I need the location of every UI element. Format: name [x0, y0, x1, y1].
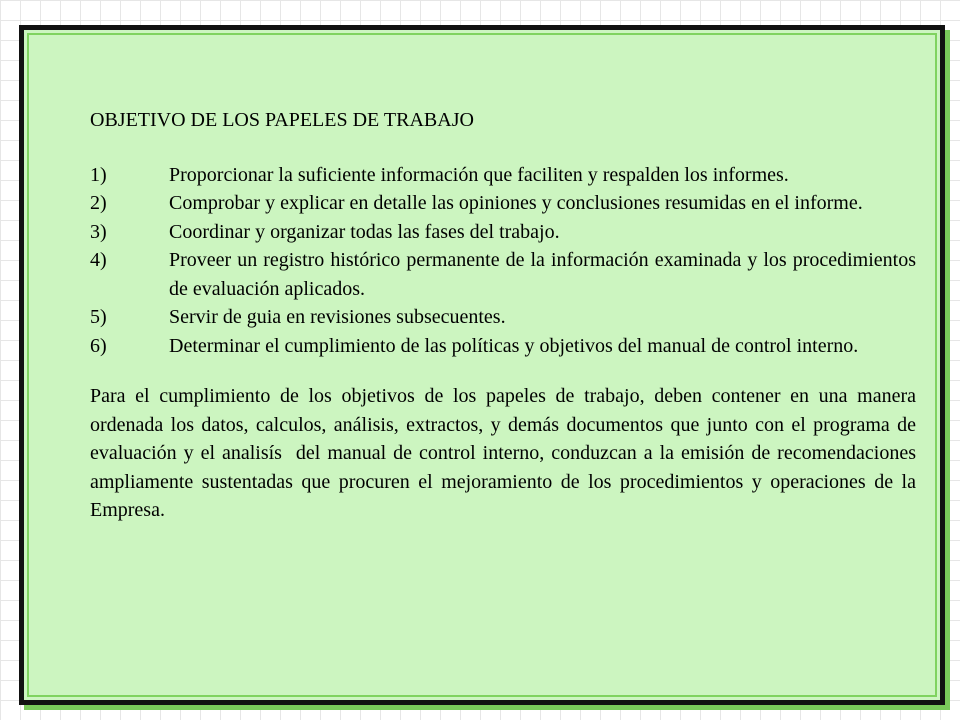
objective-number: 1) — [90, 163, 107, 186]
objective-item — [90, 332, 916, 361]
slide-title: OBJETIVO DE LOS PAPELES DE TRABAJO — [90, 109, 474, 131]
objective-number: 5) — [90, 306, 107, 328]
objective-item — [90, 218, 916, 247]
objective-text: Servir de guia en revisiones subsecuentes. — [169, 306, 506, 328]
slide-content — [90, 106, 921, 525]
objective-item — [90, 161, 916, 190]
objective-item — [90, 246, 916, 303]
objective-number: 2) — [90, 192, 107, 214]
objective-number: 3) — [90, 220, 107, 243]
objective-number: 6) — [90, 334, 107, 357]
objective-number: 4) — [90, 249, 107, 271]
objective-text: Coordinar y organizar todas las fases del trabajo. — [169, 220, 560, 243]
objective-text: Comprobar y explicar en detalle las opiniones y conclusiones resumidas en el informe. — [169, 192, 863, 214]
objective-item — [90, 189, 916, 218]
objective-text: Proveer un registro histórico permanente de la información examinada y los procedimientos de evaluación aplicados. — [169, 249, 916, 300]
objective-text: Determinar el cumplimiento de las políticas y objetivos del manual de control interno. — [169, 334, 859, 357]
objective-item — [90, 303, 916, 332]
objectives-list — [90, 161, 916, 361]
slide-frame — [19, 25, 945, 705]
body-paragraph: Para el cumplimiento de los objetivos de los papeles de trabajo, deben contener en una manera ordenada los datos, calculos, análisis, extractos, y demás documentos que junto con el programa de evaluación y el analisís del manual de control interno, conduzcan a la emisión de recomendaciones ampliamente sustentadas que procuren el mejoramiento de los procedimientos y operaciones de la Empresa. — [90, 385, 921, 521]
objective-text: Proporcionar la suficiente información que faciliten y respalden los informes. — [169, 163, 789, 186]
